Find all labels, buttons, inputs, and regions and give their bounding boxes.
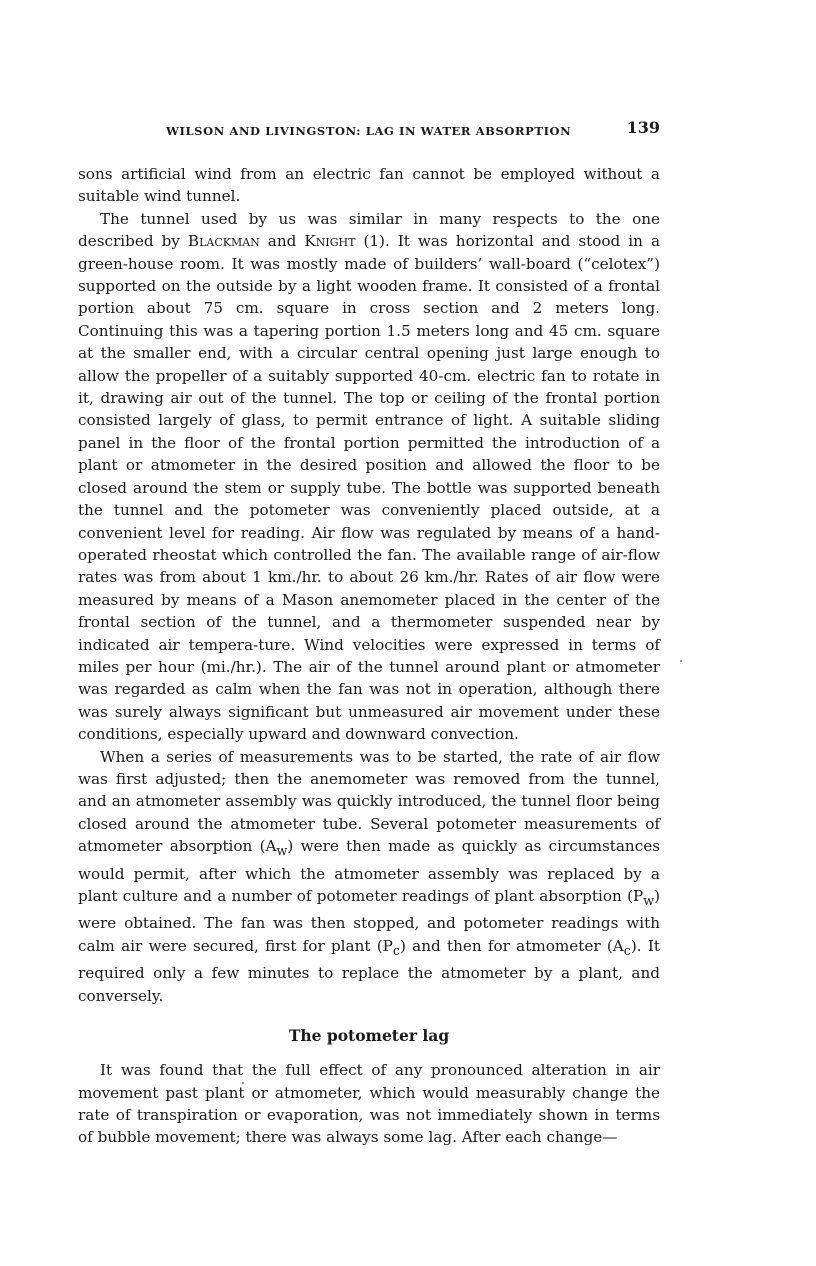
stray-mark	[242, 1082, 244, 1084]
paragraph-2	[78, 208, 660, 746]
running-header	[78, 118, 660, 146]
running-title: WILSON AND LIVINGSTON: LAG IN WATER ABSORPTION	[166, 124, 572, 138]
paragraph-1: sons artificial wind from an electric fan cannot be employed without a suitable wind tunnel.	[78, 165, 660, 206]
citation-ref: (1)	[355, 232, 385, 251]
paragraph-3-text-e: ). It required only a few minutes to replace the atmometer by a plant, and conversely.	[78, 936, 660, 1005]
subscript-w-2: w	[643, 893, 655, 909]
stray-mark	[680, 660, 682, 662]
author-knight: Knight	[304, 232, 356, 251]
subscript-w-1: w	[276, 843, 288, 859]
paragraph-3	[78, 746, 660, 1008]
subscript-c-1: c	[392, 942, 400, 958]
paragraph-3-text-a: When a series of measurements was to be started, the rate of air flow was first adjusted; then the anemometer was removed from the tunnel, and an atmometer assembly was quickly introduced, the tunnel floor being closed around the atmometer tube. Several potometer measurements of atmometer absorption (A	[78, 747, 660, 856]
paragraph-3-text-d: ) and then for atmometer (A	[399, 936, 624, 955]
author-blackman: Blackman	[187, 232, 260, 251]
paragraph-3-text-b: ) were then made as quickly as circumstances would permit, after which the atmometer assembly was replaced by a plant culture and a number of potometer readings of plant absorption (P	[78, 837, 661, 906]
paragraph-2-text-a: The tunnel used by us was similar in many respects to the one described by	[78, 209, 660, 251]
page-number: 139	[626, 118, 660, 137]
section-heading: The potometer lag	[288, 1026, 450, 1046]
paragraph-2-and: and	[259, 232, 305, 251]
page	[78, 118, 660, 1149]
subscript-c-2: c	[623, 942, 631, 958]
paragraph-4: It was found that the full effect of any pronounced alteration in air movement past plant or atmometer, which would measurably change the rate of transpiration or evaporation, was not immediately shown in terms of bubble movement; there was always some lag. After each change—	[78, 1061, 660, 1147]
paragraph-2-text-b: . It was horizontal and stood in a green-house room. It was mostly made of builders’ wall-board (“celotex”) supported on the outside by a light wooden frame. It consisted of a frontal portion about 75 cm. square in cross section and 2 meters long. Continuing this was a tapering portion 1.5 meters long and 45 cm. square at the smaller end, with a circular central opening just large enough to allow the propeller of a suitably supported 40-cm. electric fan to rotate in it, drawing air out of the tunnel. The top or ceiling of the frontal portion consisted largely of glass, to permit entrance of light. A suitable sliding panel in the floor of the frontal portion permitted the introduction of a plant or atmometer in the desired position and allowed the floor to be closed around the stem or supply tube. The bottle was supported beneath the tunnel and the potometer was conveniently placed outside, at a convenient level for reading. Air flow was regulated by means of a hand-operated rheostat which controlled the fan. The available range of air-flow rates was from about 1 km./hr. to about 26 km./hr. Rates of air flow were measured by means of a Mason anemometer placed in the center of the frontal section of the tunnel, and a thermometer suspended near by indicated air tempera-ture. Wind velocities were expressed in terms of miles per hour (mi./hr.). The air of the tunnel around plant or atmometer was regarded as calm when the fan was not in operation, although there was surely always significant but unmeasured air movement under these conditions, especially upward and downward convection.	[78, 232, 660, 744]
paragraph-3-text-c: ) were obtained. The fan was then stopped, and potometer readings with calm air were secured, first for plant (P	[78, 887, 660, 955]
